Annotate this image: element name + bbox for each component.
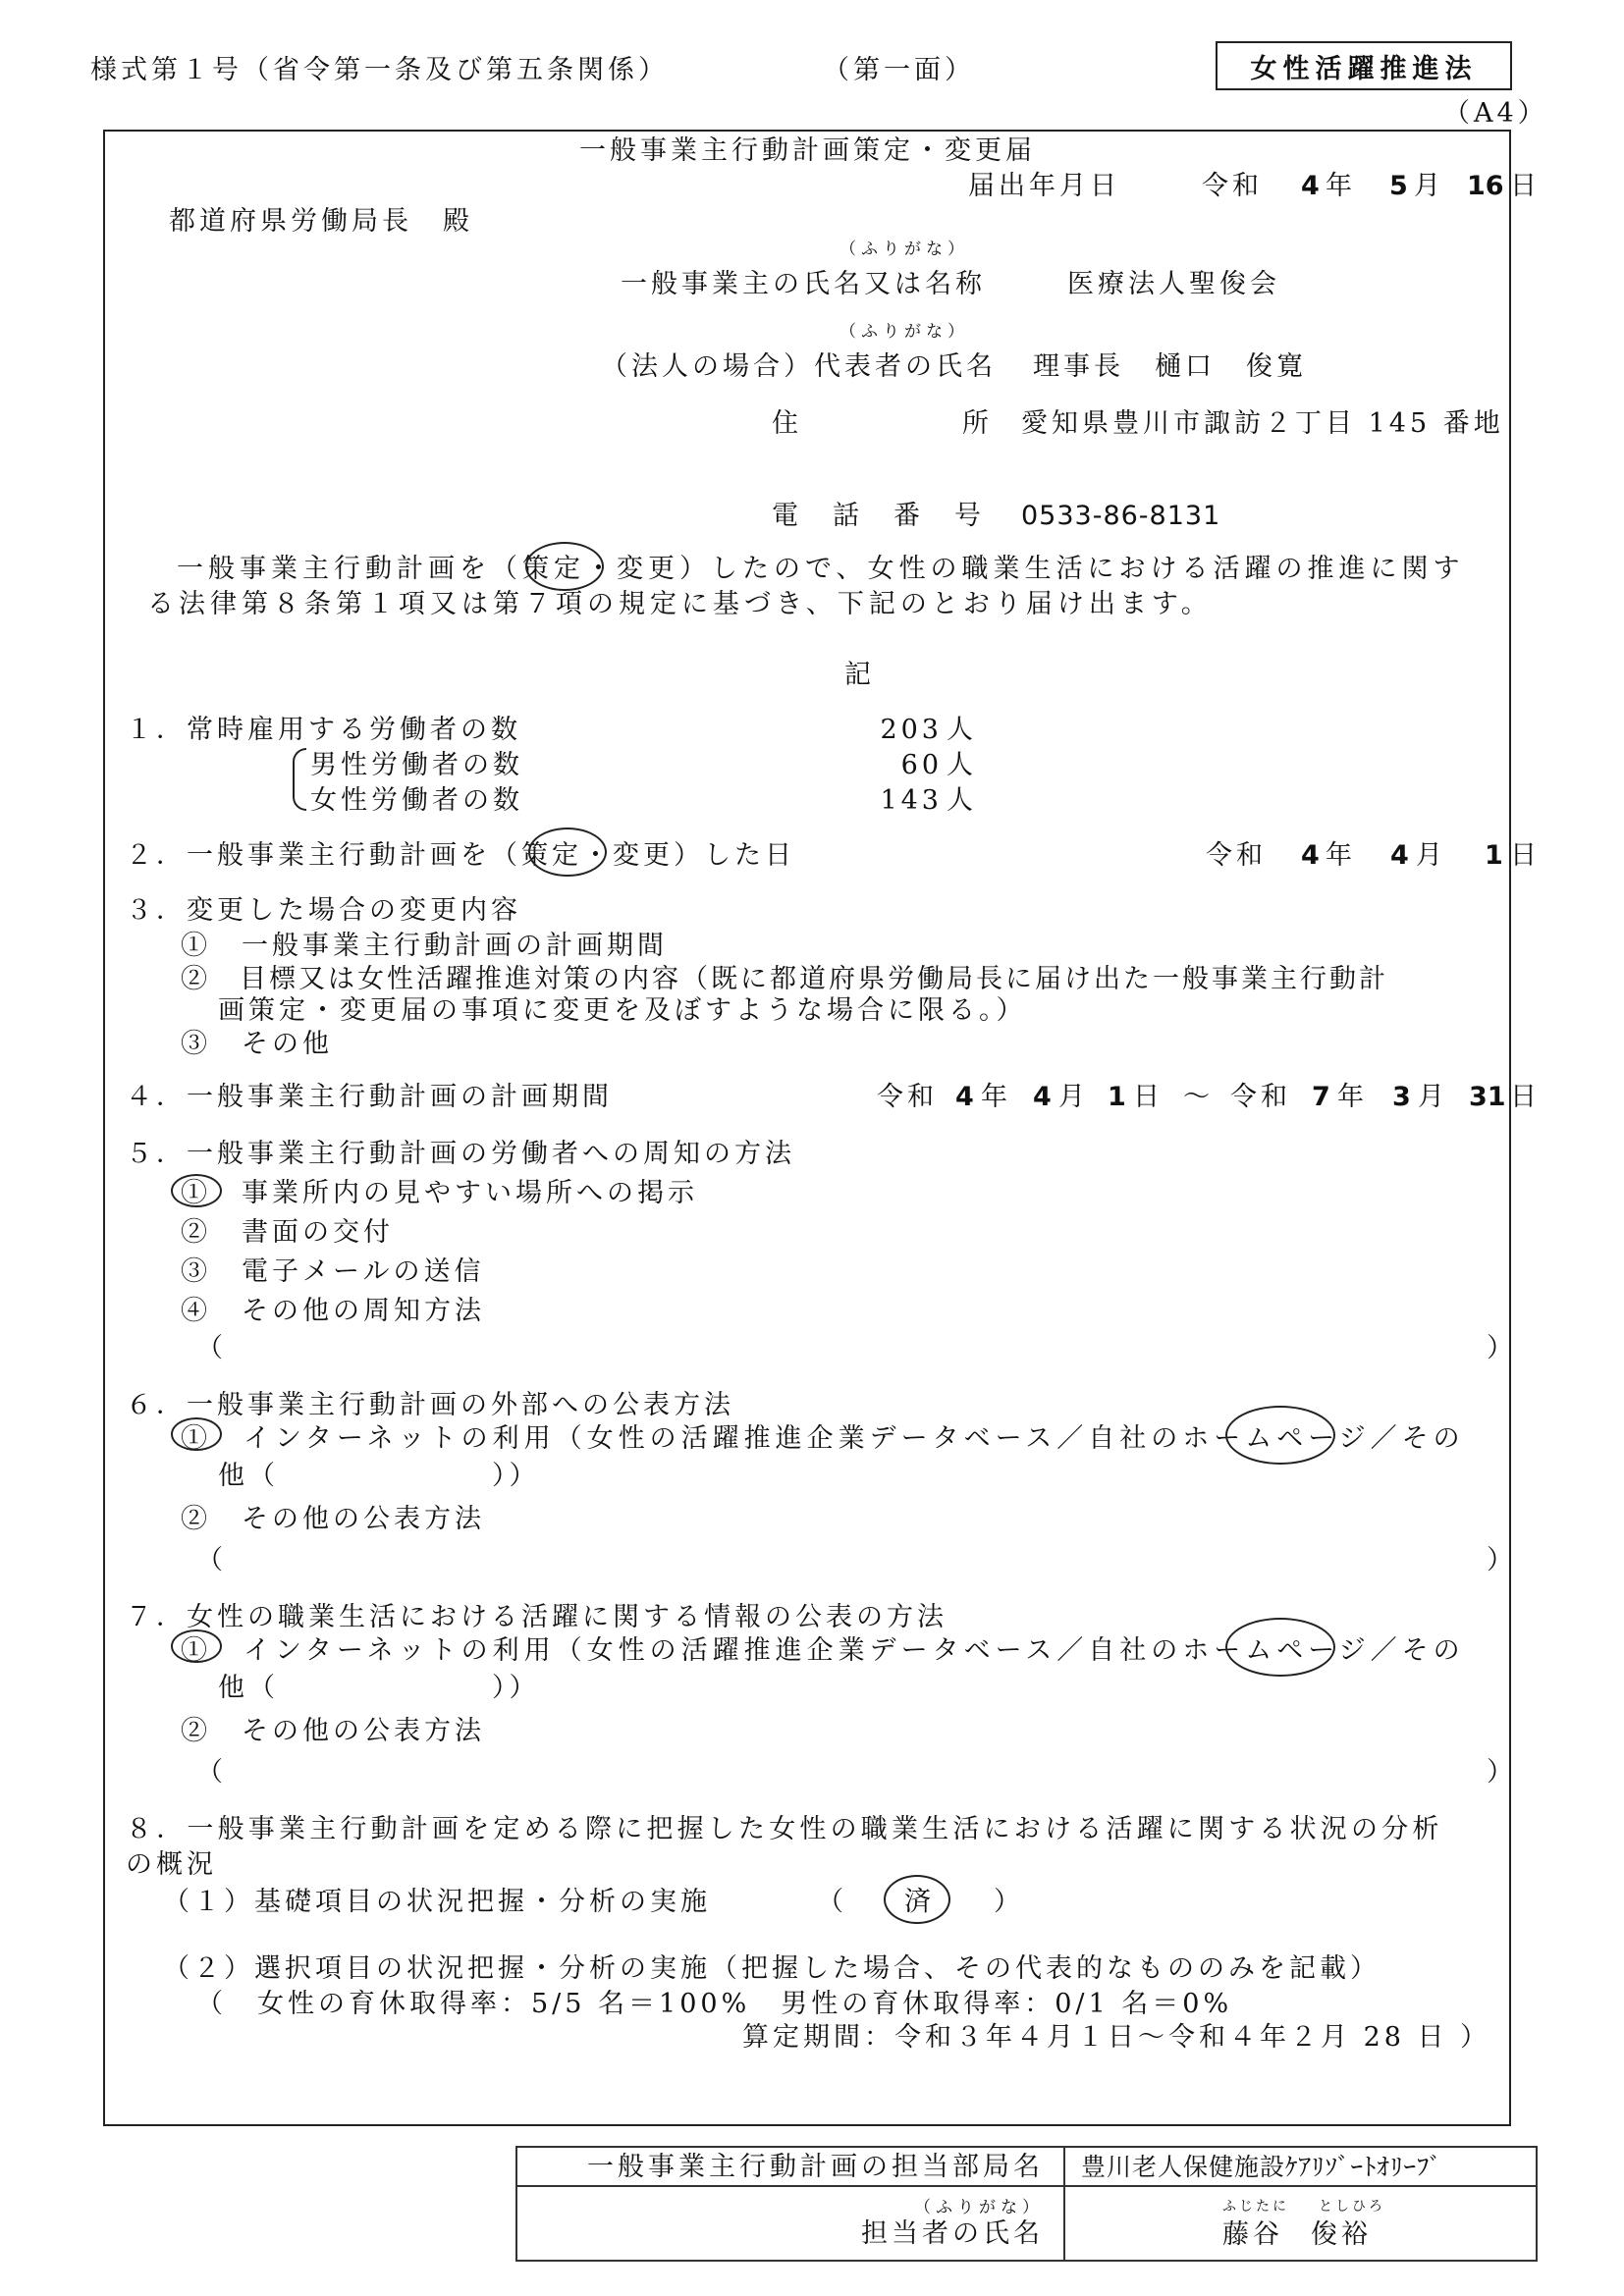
- item4-start-month-unit: 月: [1058, 1082, 1089, 1112]
- intro-line-1: [177, 556, 1464, 582]
- dept-value-cell: [1064, 2147, 1537, 2186]
- item2-year: 4: [1301, 840, 1320, 871]
- circle-mark-item2: [528, 828, 607, 877]
- filing-month-unit: 月: [1414, 171, 1444, 201]
- item6-option-2: ② その他の公表方法: [181, 1504, 485, 1534]
- name-family: 藤谷: [1222, 2218, 1283, 2250]
- ruby-given: としひろ: [1319, 2198, 1385, 2215]
- item4-end-year-unit: 年: [1337, 1082, 1368, 1112]
- item4-end-era: 令和: [1230, 1082, 1291, 1112]
- item4-label: ４．一般事業主行動計画の計画期間: [126, 1082, 613, 1112]
- item5-option-1: ① 事業所内の見やすい場所への掲示: [181, 1178, 698, 1208]
- intro-text-a: 一般事業主行動計画を（: [177, 554, 522, 584]
- person-name: [1222, 2218, 1536, 2250]
- person-furigana: （ふりがな）: [914, 2198, 1044, 2217]
- dept-label-cell: [516, 2147, 1064, 2186]
- circle-mark-item6-homepage: [1225, 1406, 1335, 1465]
- item2-day: 1: [1485, 840, 1503, 871]
- representative-furigana: （ふりがな）: [839, 322, 969, 342]
- person-label-cell: [516, 2186, 1064, 2261]
- intro-text-b: ・変更）したので、女性の職業生活における活躍の推進に関す: [585, 554, 1465, 584]
- item4-start-month: 4: [1033, 1082, 1052, 1112]
- item5-option-2: ② 書面の交付: [181, 1217, 394, 1248]
- employer-furigana: （ふりがな）: [839, 240, 969, 259]
- item5-paren-close: ）: [1487, 1333, 1517, 1363]
- name-given: 俊裕: [1311, 2218, 1372, 2250]
- item2-month-unit: 月: [1416, 840, 1446, 871]
- item2-era: 令和: [1206, 840, 1267, 871]
- item8-sub2-label: （２）選択項目の状況把握・分析の実施（把握した場合、その代表的なもののみを記載）: [163, 1953, 1380, 1984]
- filing-date-era: 令和: [1202, 171, 1263, 201]
- ki-heading: 記: [844, 660, 875, 690]
- law-box: 女性活躍推進法: [1216, 41, 1512, 90]
- filing-date-day: 16: [1467, 171, 1504, 201]
- item4-start-year-unit: 年: [981, 1082, 1011, 1112]
- item1-male-label: 男性労働者の数: [310, 750, 523, 780]
- item4-end-month: 3: [1392, 1082, 1411, 1112]
- item4-start-day-unit: 日: [1133, 1082, 1164, 1112]
- person-label: 担当者の氏名: [861, 2218, 1044, 2249]
- item8-sub2-line-2: 算定期間：令和３年４月１日～令和４年２月 28 日 ）: [742, 2022, 1491, 2053]
- item2-label: [126, 842, 795, 869]
- item7-label: ７．女性の職業生活における活躍に関する情報の公表の方法: [126, 1602, 947, 1632]
- item7-option-1b: 他（ ））: [218, 1673, 540, 1703]
- item4-end-month-unit: 月: [1418, 1082, 1448, 1112]
- item3-option-2a: ② 目標又は女性活躍推進対策の内容（既に都道府県労働局長に届け出た一般事業主行動計: [181, 964, 1388, 994]
- item1-total-unit: 人: [947, 715, 977, 745]
- filing-day-unit: 日: [1510, 171, 1541, 201]
- item6-option-1a: ① インターネットの利用（女性の活躍推進企業データベース／自社のホームページ／その: [181, 1423, 1465, 1454]
- item6-paren-close: ）: [1487, 1545, 1517, 1575]
- representative-name: 理事長 樋口 俊寛: [1033, 351, 1307, 382]
- item7-option-2: ② その他の公表方法: [181, 1716, 485, 1746]
- item8-label-a: ８．一般事業主行動計画を定める際に把握した女性の職業生活における活躍に関する状況の分析: [126, 1814, 1443, 1844]
- item4-end-day: 31: [1469, 1082, 1506, 1112]
- person-value-cell: [1064, 2186, 1537, 2261]
- item1-male-unit: 人: [947, 750, 977, 780]
- item6-label: ６．一般事業主行動計画の外部への公表方法: [126, 1390, 734, 1420]
- address-value: 愛知県豊川市諏訪２丁目 145 番地: [1021, 408, 1504, 439]
- item8-sub1-value: 済: [904, 1887, 935, 1917]
- item4-start-era: 令和: [877, 1082, 938, 1112]
- employer-name-label: 一般事業主の氏名又は名称: [621, 269, 986, 299]
- item6-paren-open: （: [196, 1545, 227, 1575]
- item4-start-year: 4: [955, 1082, 974, 1112]
- item7-paren-open: （: [196, 1757, 227, 1788]
- circle-mark-strategy: [525, 542, 604, 591]
- item4-end-year: 7: [1312, 1082, 1330, 1112]
- item7-option-1a: ① インターネットの利用（女性の活躍推進企業データベース／自社のホームページ／その: [181, 1635, 1465, 1666]
- item1-female-label: 女性労働者の数: [310, 785, 523, 816]
- phone-number: 0533-86-8131: [1021, 501, 1221, 531]
- address-label-a: 住: [772, 408, 802, 439]
- item6-option-1b: 他（ ））: [218, 1461, 540, 1491]
- item5-label: ５．一般事業主行動計画の労働者への周知の方法: [126, 1139, 795, 1169]
- item4-tilde: ～: [1183, 1082, 1214, 1112]
- filing-date-month: 5: [1389, 171, 1408, 201]
- item8-sub2-line-1: （ 女性の育休取得率：5/5 名＝100% 男性の育休取得率：0/1 名＝0%: [196, 1989, 1233, 2019]
- item2-month: 4: [1390, 840, 1409, 871]
- intro-choice-strategy: 策定: [522, 554, 585, 584]
- addressee: 都道府県労働局長 殿: [169, 206, 473, 237]
- item3-option-1: ① 一般事業主行動計画の計画期間: [181, 931, 668, 961]
- filing-date-year: 4: [1301, 171, 1320, 201]
- item1-female: 143: [880, 785, 943, 816]
- employer-name: 医療法人聖俊会: [1067, 269, 1280, 299]
- responsible-table: [515, 2146, 1538, 2262]
- item2-choice-strategy: 策定: [521, 840, 582, 871]
- item1-total: 203: [880, 715, 943, 745]
- representative-label: （法人の場合）代表者の氏名: [601, 351, 997, 382]
- intro-line-2: る法律第８条第１項又は第７項の規定に基づき、下記のとおり届け出ます。: [147, 589, 1213, 619]
- page-title: 一般事業主行動計画策定・変更届: [579, 135, 1036, 166]
- paper-size: （A4）: [1443, 98, 1548, 129]
- item5-paren-open: （: [196, 1333, 227, 1363]
- item3-option-3: ③ その他: [181, 1029, 333, 1059]
- dept-value: 豊川老人保健施設ｹｱﾘｿﾞｰﾄｵﾘｰﾌﾞ: [1081, 2152, 1443, 2181]
- item7-paren-close: ）: [1487, 1757, 1517, 1788]
- filing-date-label: 届出年月日: [968, 171, 1120, 201]
- item2-text-b: ・変更）した日: [582, 840, 795, 871]
- item1-brace: [293, 748, 306, 811]
- item3-label: ３．変更した場合の変更内容: [126, 895, 521, 926]
- item5-option-3: ③ 電子メールの送信: [181, 1256, 485, 1287]
- person-name-ruby: [1222, 2200, 1536, 2214]
- item2-year-unit: 年: [1326, 840, 1356, 871]
- item4-end-day-unit: 日: [1510, 1082, 1541, 1112]
- circle-mark-item7-homepage: [1225, 1618, 1335, 1677]
- item2-text-a: ２．一般事業主行動計画を（: [126, 840, 521, 871]
- item8-label-b: の概況: [126, 1849, 217, 1880]
- item3-option-2b: 画策定・変更届の事項に変更を及ぼすような場合に限る。）: [218, 995, 1027, 1026]
- item8-sub1-open: （: [817, 1887, 847, 1917]
- item1-male: 60: [900, 750, 943, 780]
- dept-label: 一般事業主行動計画の担当部局名: [587, 2151, 1044, 2182]
- form-number: 様式第１号（省令第一条及び第五条関係）: [90, 55, 669, 85]
- item8-sub1-label: （１）基礎項目の状況把握・分析の実施: [163, 1887, 711, 1917]
- item1-female-unit: 人: [947, 785, 977, 816]
- item4-start-day: 1: [1108, 1082, 1126, 1112]
- item8-sub1-close: ）: [994, 1887, 1024, 1917]
- circle-mark-item8: [884, 1875, 950, 1924]
- ruby-family: ふじたに: [1222, 2198, 1289, 2215]
- item5-option-4: ④ その他の周知方法: [181, 1296, 485, 1326]
- filing-year-unit: 年: [1326, 171, 1356, 201]
- item1-label: １．常時雇用する労働者の数: [126, 715, 521, 745]
- address-label-b: 所: [962, 408, 993, 439]
- item2-day-unit: 日: [1510, 840, 1541, 871]
- page-indicator: （第一面）: [823, 55, 975, 85]
- phone-label: 電 話 番 号: [772, 501, 985, 531]
